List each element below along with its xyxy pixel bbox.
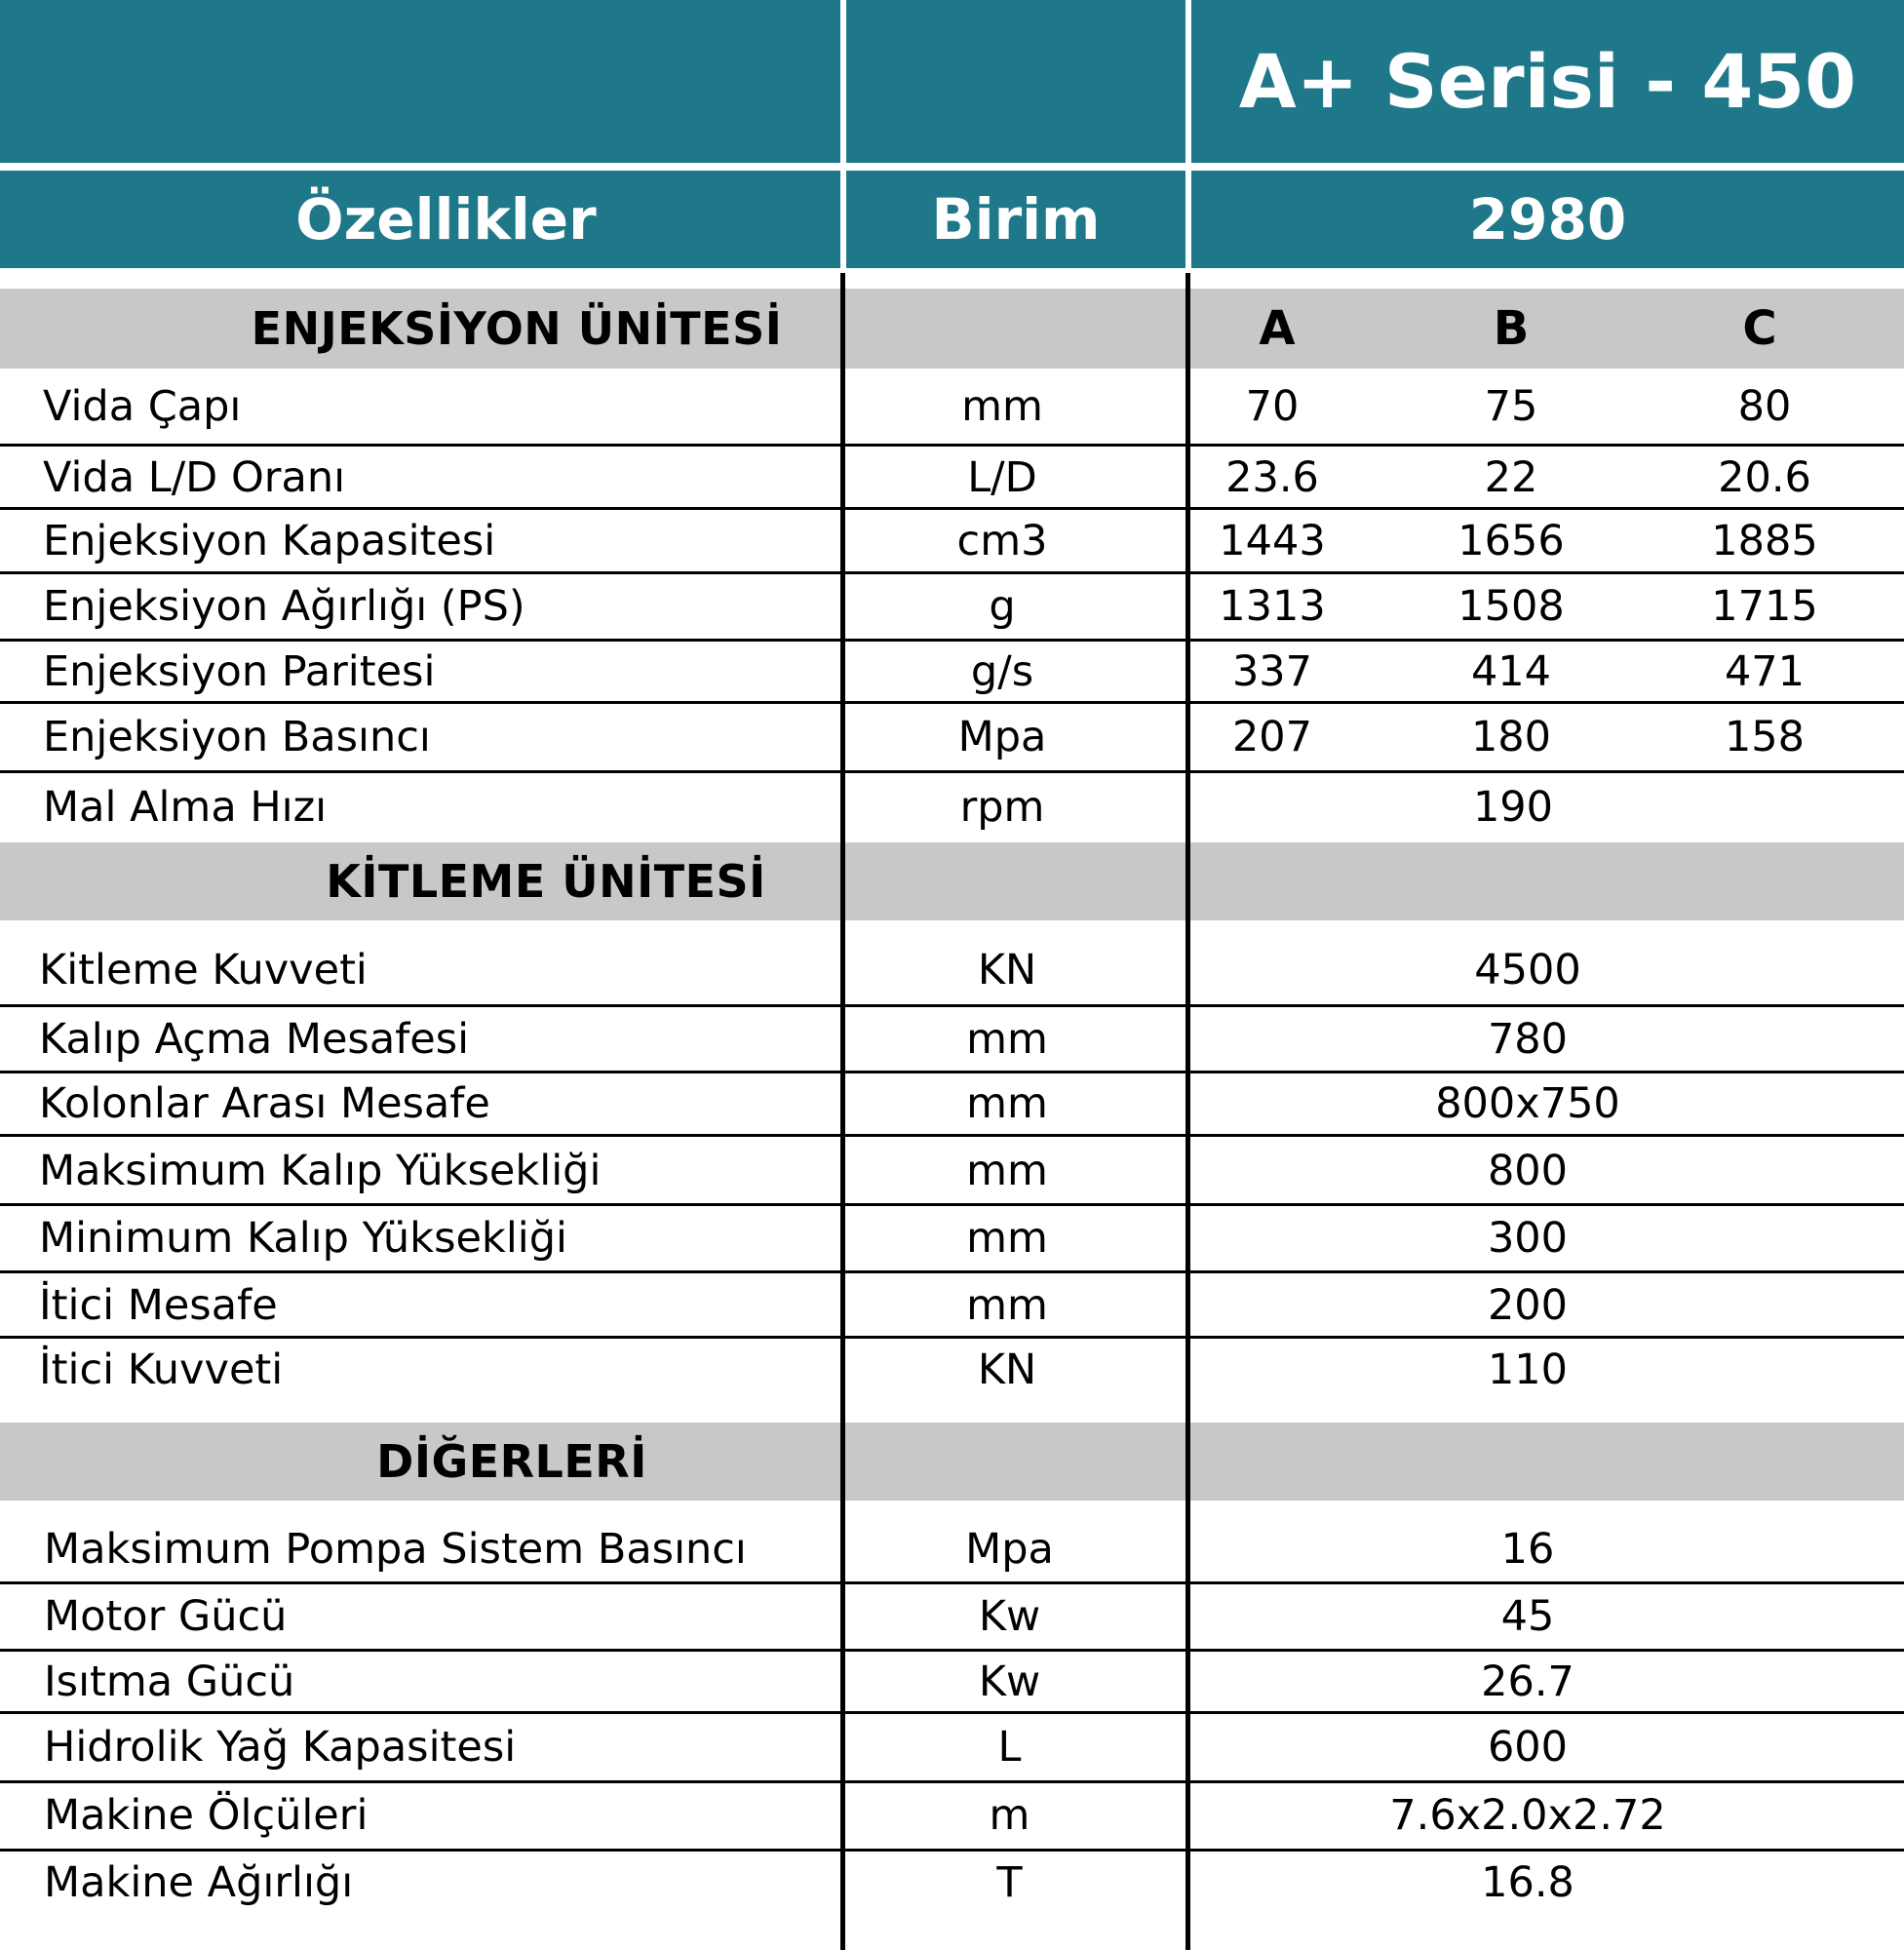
row-label: Makine Ağırlığı	[44, 1858, 354, 1907]
section-title-injection: ENJEKSİYON ÜNİTESİ	[251, 302, 783, 355]
header-band-columns	[0, 171, 1904, 268]
value-c: 471	[1724, 647, 1806, 696]
table-row	[0, 1073, 1904, 1134]
row-unit: cm3	[956, 517, 1048, 566]
row-unit: m	[989, 1791, 1030, 1840]
row-value: 7.6x2.0x2.72	[1389, 1791, 1666, 1840]
row-unit: KN	[977, 1346, 1037, 1394]
section-title-others: DİĞERLERİ	[376, 1435, 647, 1488]
row-unit: mm	[961, 382, 1043, 431]
row-unit: mm	[966, 1280, 1048, 1330]
row-label: Vida L/D Oranı	[43, 453, 346, 502]
section-title-clamping: KİTLEME ÜNİTESİ	[326, 855, 766, 908]
table-row	[0, 1137, 1904, 1204]
row-unit: g/s	[970, 647, 1034, 696]
row-label: İtici Kuvveti	[39, 1346, 284, 1394]
row-value: 600	[1487, 1723, 1569, 1772]
table-row	[0, 1852, 1904, 1914]
variant-c-label: C	[1742, 301, 1777, 356]
value-b: 180	[1470, 713, 1552, 761]
row-value: 16.8	[1481, 1858, 1574, 1907]
column-divider	[1185, 273, 1190, 1950]
table-row	[0, 1783, 1904, 1848]
row-label: Enjeksiyon Paritesi	[43, 647, 436, 696]
row-value: 190	[1472, 783, 1554, 832]
row-unit: L	[997, 1723, 1022, 1772]
row-label: Maksimum Pompa Sistem Basıncı	[44, 1525, 747, 1574]
value-a: 23.6	[1225, 453, 1319, 502]
value-b: 22	[1484, 453, 1538, 502]
value-c: 158	[1724, 713, 1806, 761]
table-row	[0, 1339, 1904, 1401]
header-divider	[840, 0, 846, 163]
value-b: 75	[1484, 382, 1538, 431]
table-row	[0, 1652, 1904, 1712]
table-row	[0, 1517, 1904, 1581]
table-row	[0, 1714, 1904, 1780]
row-label: Vida Çapı	[43, 382, 242, 431]
column-divider	[840, 273, 845, 1950]
table-row	[0, 1584, 1904, 1649]
value-c: 1715	[1711, 582, 1818, 631]
row-unit: KN	[977, 946, 1037, 994]
row-unit: mm	[966, 1214, 1048, 1263]
row-unit: rpm	[959, 783, 1045, 832]
row-unit: Kw	[978, 1658, 1041, 1706]
table-row	[0, 704, 1904, 770]
row-label: Kalıp Açma Mesafesi	[39, 1014, 470, 1064]
table-row	[0, 1007, 1904, 1071]
row-unit: mm	[966, 1014, 1048, 1064]
row-label: Enjeksiyon Ağırlığı (PS)	[43, 582, 525, 631]
table-row	[0, 936, 1904, 1004]
column-header-properties: Özellikler	[295, 186, 597, 253]
value-a: 207	[1231, 713, 1313, 761]
value-b: 1656	[1457, 517, 1565, 566]
row-label: Enjeksiyon Basıncı	[43, 713, 431, 761]
row-value: 26.7	[1481, 1658, 1574, 1706]
row-value: 16	[1500, 1525, 1555, 1574]
value-a: 1443	[1219, 517, 1326, 566]
row-label: Maksimum Kalıp Yüksekliği	[39, 1146, 602, 1195]
row-label: Enjeksiyon Kapasitesi	[43, 517, 496, 566]
value-a: 337	[1231, 647, 1313, 696]
row-value: 200	[1487, 1280, 1569, 1330]
row-unit: T	[996, 1858, 1023, 1907]
row-unit: Mpa	[965, 1525, 1054, 1574]
series-title: A+ Serisi - 450	[1238, 38, 1857, 125]
row-unit: g	[989, 582, 1016, 631]
row-unit: L/D	[967, 453, 1037, 502]
table-row	[0, 369, 1904, 445]
table-row	[0, 642, 1904, 702]
row-unit: Kw	[978, 1592, 1041, 1641]
column-header-unit: Birim	[931, 186, 1101, 253]
column-header-model: 2980	[1468, 186, 1627, 253]
row-label: Minimum Kalıp Yüksekliği	[39, 1214, 567, 1263]
row-label: Makine Ölçüleri	[44, 1791, 369, 1840]
row-value: 110	[1487, 1346, 1569, 1394]
table-row	[0, 574, 1904, 639]
row-unit: Mpa	[957, 713, 1047, 761]
value-c: 80	[1737, 382, 1792, 431]
section-band-others	[0, 1423, 1904, 1501]
row-label: Motor Gücü	[44, 1592, 288, 1641]
table-row	[0, 1206, 1904, 1270]
header-band-series	[0, 0, 1904, 163]
row-unit: mm	[966, 1079, 1048, 1128]
row-value: 4500	[1474, 946, 1581, 994]
row-label: Kitleme Kuvveti	[39, 946, 368, 994]
value-a: 1313	[1219, 582, 1326, 631]
row-label: İtici Mesafe	[39, 1280, 278, 1330]
row-value: 800x750	[1435, 1079, 1620, 1128]
row-value: 45	[1500, 1592, 1555, 1641]
row-label: Mal Alma Hızı	[43, 783, 328, 832]
value-b: 414	[1470, 647, 1552, 696]
variant-a-label: A	[1259, 301, 1296, 356]
table-row	[0, 510, 1904, 572]
row-label: Isıtma Gücü	[44, 1658, 295, 1706]
section-band-clamping	[0, 842, 1904, 920]
section-band-injection	[0, 289, 1904, 369]
row-value: 780	[1487, 1014, 1569, 1064]
value-b: 1508	[1457, 582, 1565, 631]
row-value: 800	[1487, 1146, 1569, 1195]
value-a: 70	[1245, 382, 1300, 431]
row-label: Kolonlar Arası Mesafe	[39, 1079, 490, 1128]
row-label: Hidrolik Yağ Kapasitesi	[44, 1723, 517, 1772]
table-row	[0, 1273, 1904, 1337]
row-unit: mm	[966, 1146, 1048, 1195]
variant-b-label: B	[1493, 301, 1530, 356]
row-value: 300	[1487, 1214, 1569, 1263]
value-c: 20.6	[1718, 453, 1811, 502]
table-row	[0, 773, 1904, 841]
value-c: 1885	[1711, 517, 1818, 566]
table-row	[0, 447, 1904, 509]
